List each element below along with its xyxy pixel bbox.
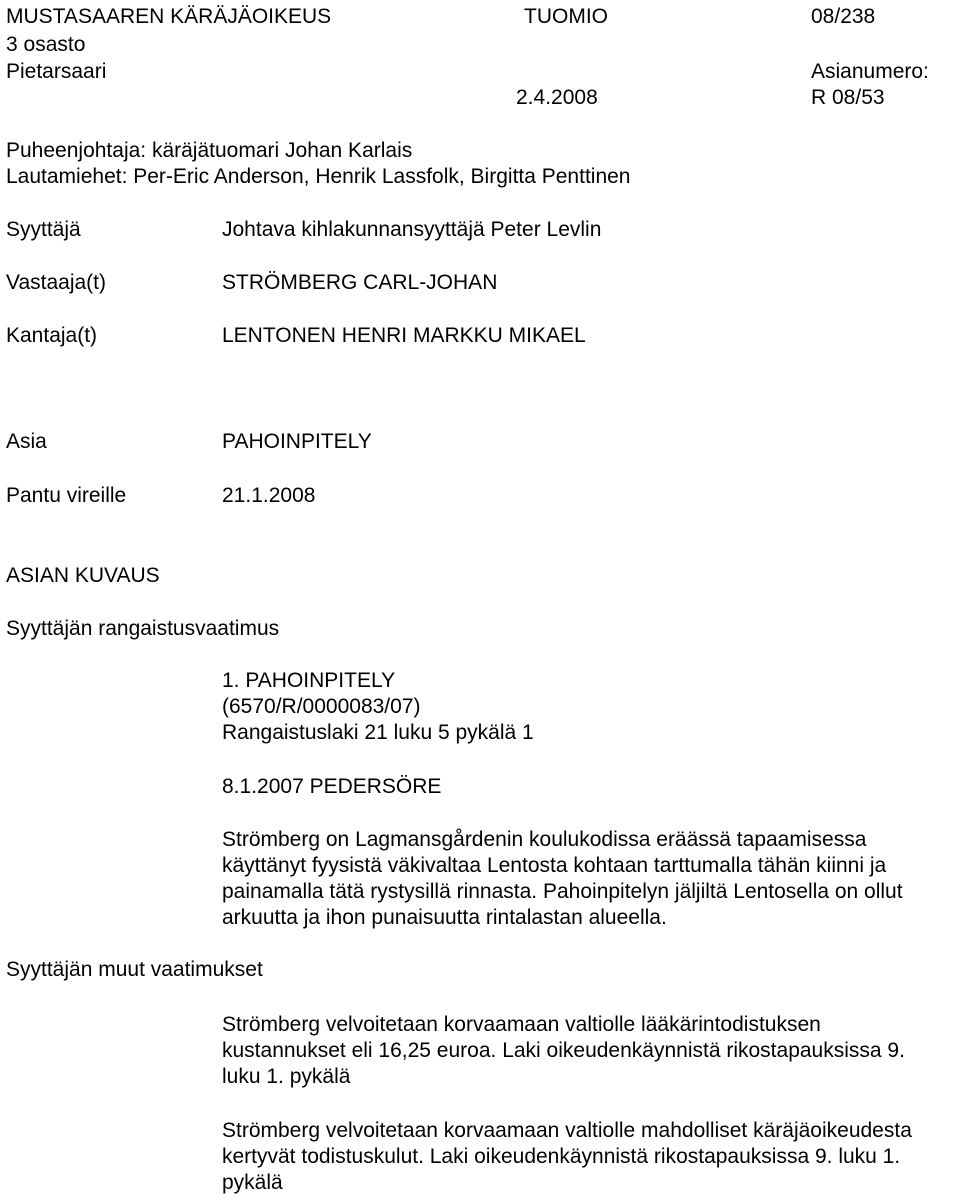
charge-title: 1. PAHOINPITELY [222, 669, 396, 692]
description-heading: ASIAN KUVAUS [6, 564, 160, 587]
case-filed-date: 21.1.2008 [222, 484, 316, 507]
party-name-defendant: STRÖMBERG CARL-JOHAN [222, 271, 498, 294]
document-number: 08/238 [811, 5, 876, 28]
charge-description-line: käyttänyt fyysistä väkivaltaa Lentosta kohtaan tarttumalla tähän kiinni ja [222, 854, 887, 877]
case-subject-label: Asia [6, 430, 47, 453]
document-type: TUOMIO [524, 5, 608, 28]
prosecutor-claims-heading: Syyttäjän rangaistusvaatimus [6, 617, 280, 640]
other-claim-line: pykälä [222, 1171, 283, 1194]
charge-description-line: Strömberg on Lagmansgårdenin koulukodissa eräässä tapaamisessa [222, 828, 867, 851]
other-claim-2 [222, 1118, 958, 1196]
judgment-date: 2.4.2008 [516, 86, 598, 109]
location: Pietarsaari [6, 60, 107, 83]
charge-description-line: arkuutta ja ihon punaisuutta rintalastan alueella. [222, 906, 667, 929]
other-claim-line: Strömberg velvoitetaan korvaamaan valtiolle lääkärintodistuksen [222, 1013, 821, 1036]
other-claim-line: kustannukset eli 16,25 euroa. Laki oikeudenkäynnistä rikostapauksissa 9. [222, 1039, 905, 1062]
chair-line: Puheenjohtaja: käräjätuomari Johan Karlais [6, 139, 413, 162]
case-number-label: Asianumero: [811, 60, 929, 83]
party-name-prosecutor: Johtava kihlakunnansyyttäjä Peter Levlin [222, 218, 602, 241]
other-claim-line: Strömberg velvoitetaan korvaamaan valtiolle mahdolliset käräjäoikeudesta [222, 1119, 912, 1142]
party-name-plaintiff: LENTONEN HENRI MARKKU MIKAEL [222, 324, 586, 347]
court-name: MUSTASAAREN KÄRÄJÄOIKEUS [6, 5, 332, 28]
party-role-defendant: Vastaaja(t) [6, 271, 106, 294]
other-claims-heading: Syyttäjän muut vaatimukset [6, 958, 263, 981]
party-role-plaintiff: Kantaja(t) [6, 324, 98, 347]
case-filed-label: Pantu vireille [6, 484, 127, 507]
other-claim-line: kertyvät todistuskulut. Laki oikeudenkäynnistä rikostapauksissa 9. luku 1. [222, 1145, 901, 1168]
case-number: R 08/53 [811, 86, 885, 109]
case-subject: PAHOINPITELY [222, 430, 372, 453]
charge-date-place: 8.1.2007 PEDERSÖRE [222, 775, 442, 798]
charge-law: Rangaistuslaki 21 luku 5 pykälä 1 [222, 721, 534, 744]
lay-judges-line: Lautamiehet: Per-Eric Anderson, Henrik Lassfolk, Birgitta Penttinen [6, 165, 631, 188]
charge-reference: (6570/R/0000083/07) [222, 695, 421, 718]
party-role-prosecutor: Syyttäjä [6, 218, 81, 241]
department: 3 osasto [6, 33, 86, 56]
charge-description-line: painamalla tätä rystysillä rinnasta. Pahoinpitelyn jäljiltä Lentosella on ollut [222, 880, 903, 903]
other-claim-line: luku 1. pykälä [222, 1065, 351, 1088]
charge-description [222, 827, 958, 931]
other-claim-1 [222, 1012, 958, 1090]
